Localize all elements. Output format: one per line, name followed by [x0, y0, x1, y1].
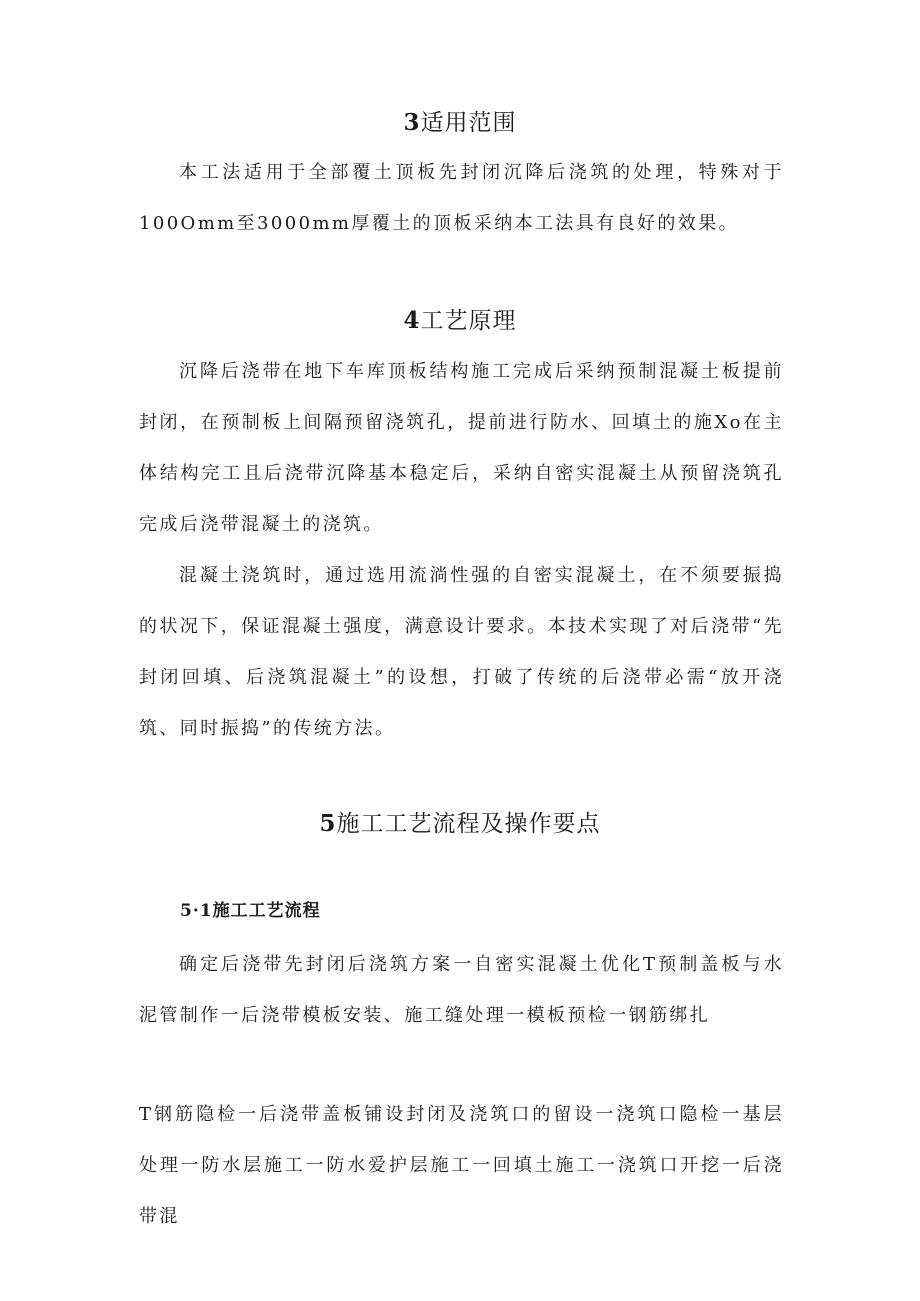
section-5-1-paragraph-1: 确定后浇带先封闭后浇筑方案一自密实混凝土优化T预制盖板与水泥管制作一后浇带模板安装、施工缝处理一模板预检一钢筋绑扎	[139, 954, 784, 1026]
section-3-heading	[0, 108, 920, 138]
section-3-body	[139, 147, 784, 249]
section-4-heading	[0, 306, 920, 336]
section-4-paragraph-2: 混凝土浇筑时，通过选用流淌性强的自密实混凝土，在不须要振捣的状况下，保证混凝土强度，满意设计要求。本技术实现了对后浇带“先封闭回填、后浇筑混凝土”的设想，打破了传统的后浇带必需“放开浇筑、同时振捣”的传统方法。	[139, 565, 784, 739]
section-3-title: 适用范围	[420, 110, 517, 136]
section-5-1-number: 5·1	[180, 901, 213, 921]
section-5-number: 5	[319, 810, 337, 837]
section-5-1-body-part-1	[139, 939, 784, 1041]
section-3-paragraph-1: 本工法适用于全部覆土顶板先封闭沉降后浇筑的处理，特殊对于100Omm至3000mm厚覆土的顶板采纳本工法具有良好的效果。	[139, 162, 784, 234]
section-4-number: 4	[403, 307, 421, 334]
section-4-title: 工艺原理	[420, 308, 517, 334]
section-5-1-heading	[180, 899, 321, 923]
section-5-1-body-part-2	[139, 1089, 784, 1242]
section-5-heading	[0, 809, 920, 839]
section-4-body	[139, 346, 784, 754]
section-5-1-paragraph-2: T钢筋隐检一后浇带盖板铺设封闭及浇筑口的留设一浇筑口隐检一基层处理一防水层施工一防水爱护层施工一回填土施工一浇筑口开挖一后浇带混	[139, 1104, 784, 1227]
section-5-title: 施工工艺流程及操作要点	[336, 811, 601, 837]
section-3-number: 3	[403, 109, 421, 136]
section-4-paragraph-1: 沉降后浇带在地下车库顶板结构施工完成后采纳预制混凝土板提前封闭，在预制板上间隔预留浇筑孔，提前进行防水、回填土的施Xo在主体结构完工且后浇带沉降基本稳定后，采纳自密实混凝土从预留浇筑孔完成后浇带混凝土的浇筑。	[139, 361, 784, 535]
section-5-1-title: 施工工艺流程	[212, 901, 321, 921]
